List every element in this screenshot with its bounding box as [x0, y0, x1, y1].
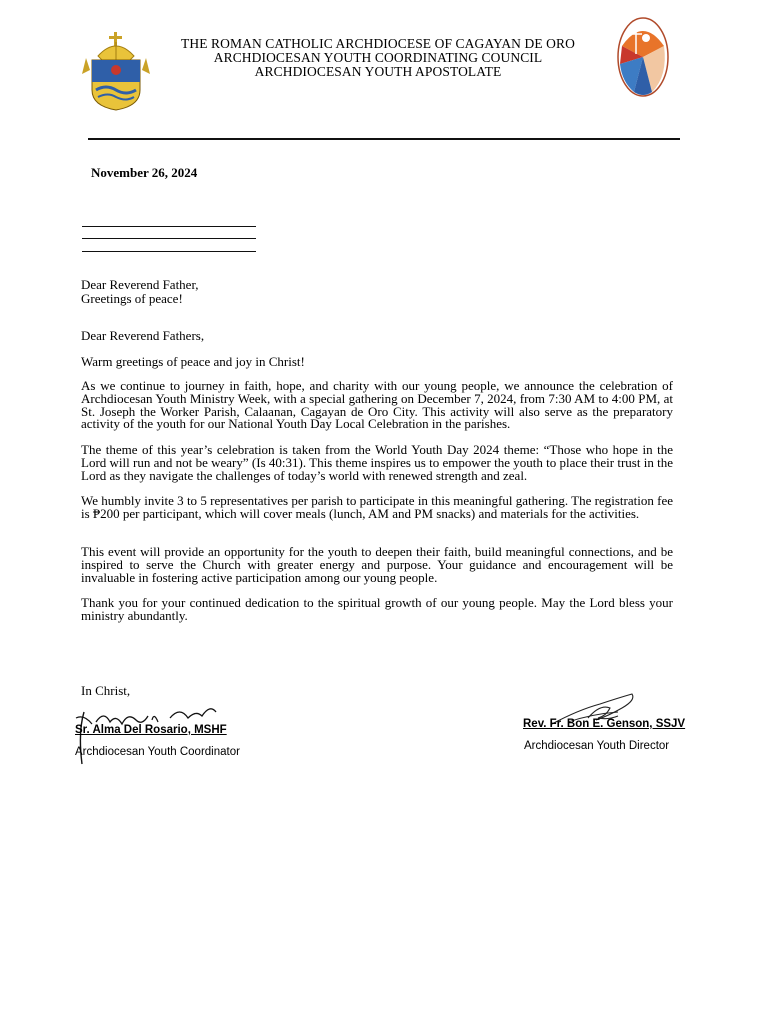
- header-divider: [88, 138, 680, 140]
- address-blank-line: [82, 251, 256, 252]
- closing: In Christ,: [81, 683, 131, 698]
- youth-apostolate-logo-icon: [616, 16, 670, 98]
- greeting-1: Greetings of peace!: [81, 291, 183, 306]
- right-signatory-title: Archdiocesan Youth Director: [524, 740, 670, 752]
- salutation-1: Dear Reverend Father,: [81, 277, 199, 292]
- left-signatory-name: Sr. Alma Del Rosario, MSHF: [75, 724, 227, 736]
- archdiocese-coat-of-arms-icon: [80, 30, 152, 112]
- greeting-2: Warm greetings of peace and joy in Christ!: [81, 354, 305, 369]
- salutation-2: Dear Reverend Fathers,: [81, 328, 205, 343]
- left-signatory-title: Archdiocesan Youth Coordinator: [75, 746, 240, 758]
- letter-date: November 26, 2024: [91, 165, 198, 180]
- left-signature-scribble: [70, 702, 220, 770]
- body-paragraph-5: Thank you for your continued dedication to the spiritual growth of our young people. May the Lord bless your ministry abundantly.: [81, 595, 673, 623]
- body-paragraph-1: As we continue to journey in faith, hope, and charity with our young people, we announce the celebration of Archdiocesan Youth Ministry Week, with a special gathering on December 7, 2024, from 7:30 AM to 4:00 PM, at St. Joseph the Worker Parish, Calaanan, Cagayan de Oro City. This activity will also serve as the preparatory activity of the youth for our National Youth Day Local Celebration in the parishes.: [81, 378, 673, 432]
- body-paragraph-3: We humbly invite 3 to 5 representatives per parish to participate in this meaningful gathering. The registration fee is ₱200 per participant, which will cover meals (lunch, AM and PM snacks) and materials for the activities.: [81, 493, 673, 521]
- address-blank-line: [82, 238, 256, 239]
- right-signatory-name: Rev. Fr. Bon E. Genson, SSJV: [523, 718, 686, 730]
- header-archdiocese: THE ROMAN CATHOLIC ARCHDIOCESE OF CAGAYAN DE ORO: [181, 36, 575, 51]
- body-paragraph-2: The theme of this year’s celebration is taken from the World Youth Day 2024 theme: “Those who hope in the Lord will run and not be weary” (Is 40:31). This theme inspires us to empower the youth to place their trust in the Lord as they navigate the challenges of today’s world with renewed strength and zeal.: [81, 442, 673, 483]
- header-council: ARCHDIOCESAN YOUTH COORDINATING COUNCIL: [213, 50, 543, 65]
- header-apostolate: ARCHDIOCESAN YOUTH APOSTOLATE: [254, 64, 502, 79]
- address-blank-line: [82, 226, 256, 227]
- body-paragraph-4: This event will provide an opportunity for the youth to deepen their faith, build meaningful connections, and be inspired to serve the Church with greater energy and purpose. Your guidance and encouragement will be invaluable in fostering active participation among our young people.: [81, 544, 673, 585]
